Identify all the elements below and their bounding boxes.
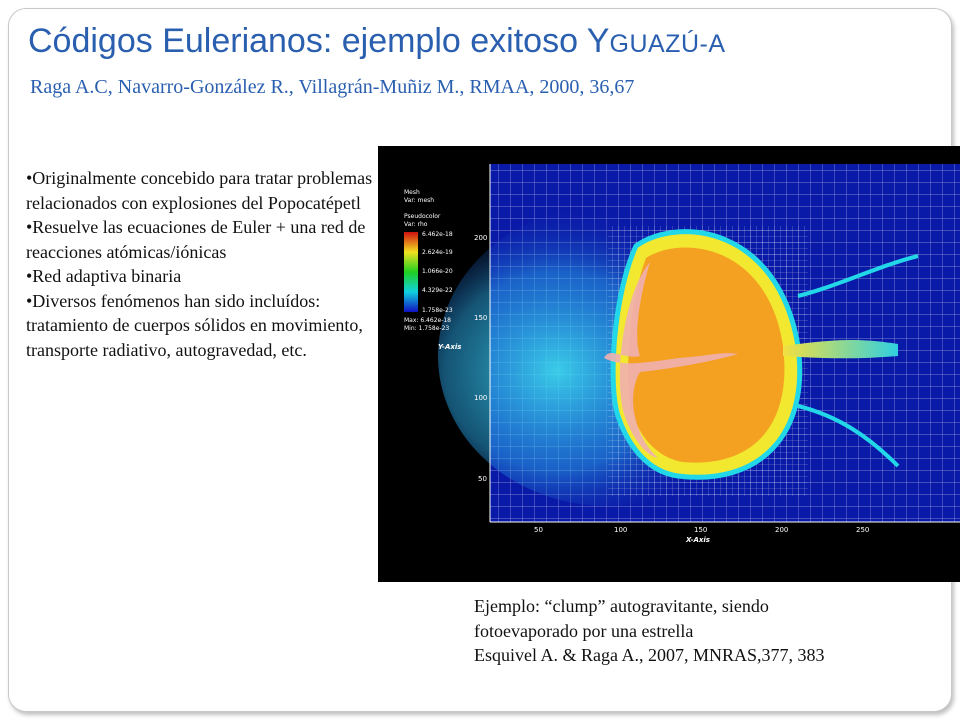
bullet-item: •Originalmente concebido para tratar problemas relacionados con explosiones del Popocatépetl	[26, 168, 373, 213]
slide-subtitle: Raga A.C, Navarro-González R., Villagrán-Muñiz M., RMAA, 2000, 36,67	[30, 76, 635, 98]
x-tick-label: 50	[534, 526, 543, 534]
colorbar	[404, 232, 418, 312]
colorbar-tick: 6.462e-18	[422, 231, 453, 238]
image-caption	[474, 594, 825, 668]
legend-max: Max: 6.462e-18	[404, 317, 452, 324]
slide-title	[28, 22, 726, 61]
y-tick-label: 150	[474, 314, 488, 322]
x-tick-label: 150	[694, 526, 708, 534]
bullet-item: •Diversos fenómenos han sido incluídos: tratamiento de cuerpos sólidos en movimiento, transporte radiativo, autogravedad, etc.	[26, 290, 363, 360]
legend-pseudocolor-label: Pseudocolor	[404, 213, 441, 220]
x-axis-label: X-Axis	[686, 536, 710, 544]
bullet-list	[26, 166, 376, 362]
colorbar-tick: 1.066e-20	[422, 268, 453, 275]
caption-reference: Esquivel A. & Raga A., 2007, MNRAS,377, 383	[474, 645, 825, 665]
y-tick-label: 50	[478, 475, 487, 483]
y-axis-label: Y-Axis	[438, 343, 462, 351]
title-smallcaps: GUAZÚ-A	[609, 30, 726, 58]
x-tick-label: 250	[856, 526, 870, 534]
simulation-image	[378, 146, 960, 582]
simulation-render	[378, 146, 960, 582]
x-tick-label: 100	[614, 526, 628, 534]
legend-mesh-label: Mesh	[404, 189, 420, 196]
colorbar-tick: 1.758e-23	[422, 307, 453, 314]
colorbar-tick: 2.624e-19	[422, 249, 453, 256]
y-tick-label: 100	[474, 394, 488, 402]
title-text: Códigos Eulerianos: ejemplo exitoso Y	[28, 22, 610, 60]
colorbar-tick: 4.329e-22	[422, 287, 453, 294]
x-tick-label: 200	[775, 526, 789, 534]
caption-line: Ejemplo: “clump” autogravitante, siendo	[474, 596, 769, 616]
caption-line: fotoevaporado por una estrella	[474, 620, 694, 641]
bullet-item: •Resuelve las ecuaciones de Euler + una red de reacciones atómicas/iónicas	[26, 217, 366, 262]
y-tick-label: 200	[474, 234, 488, 242]
legend-mesh-var: Var: mesh	[404, 197, 435, 204]
bullet-item: •Red adaptiva binaria	[26, 266, 182, 286]
legend-pseudocolor-var: Var: rho	[404, 221, 428, 228]
legend-min: Min: 1.758e-23	[404, 325, 450, 332]
